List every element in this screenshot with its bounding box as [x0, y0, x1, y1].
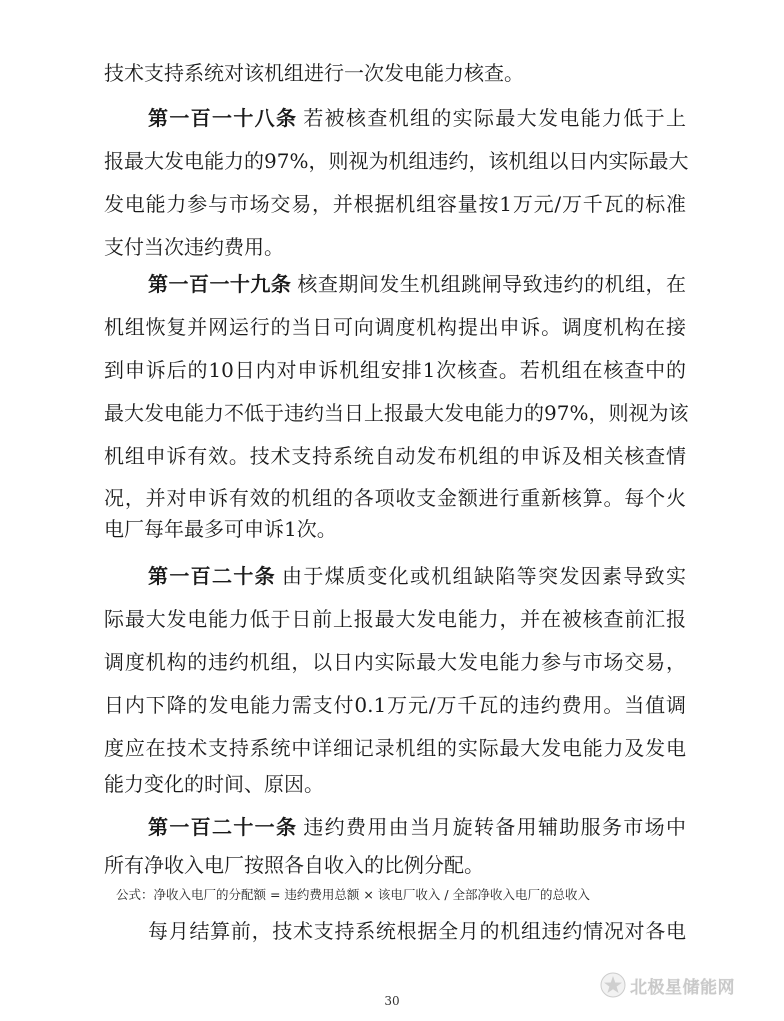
page-number: 30: [384, 994, 400, 1008]
text-line: 电厂每年最多可申诉1次。: [104, 517, 337, 541]
text-fragment: 若被核查机组的实际: [303, 106, 496, 130]
article-heading: 第一百二十一条: [148, 815, 298, 839]
watermark-text: 北极星储能网: [630, 977, 735, 998]
text-line: 最大发电能力不低于违约当日上报最大发电能力的97%，则视为该: [104, 401, 689, 425]
formula-line: 公式：净收入电厂的分配额 = 违约费用总额 × 该电厂收入 / 全部净收入电厂的总收入: [116, 887, 591, 902]
article-119-first-line: [148, 271, 686, 297]
text-fragment: 期间发生机组跳闸导致违约的机组，在: [338, 272, 687, 296]
text-line: 报最大发电能力的97%，则视为机组违约，该机组以日内实际最大: [104, 149, 689, 173]
text-line: 发电能力参与市场交易，并根据机组容量按1万元/万千瓦的标准: [104, 192, 686, 216]
article-heading: 第一百二十条: [148, 564, 276, 588]
text-line: 能力变化的时间、原因。: [104, 772, 324, 796]
text-fragment: 由于煤质变化或机组缺陷等突发因素导致实: [282, 564, 686, 588]
text-line: 支付当次违约费用。: [104, 235, 284, 259]
text-fragment: 违约费用由当月旋转备用辅助服务市场中: [303, 815, 687, 839]
article-121-first-line: [148, 814, 686, 840]
text-line: 度应在技术支持系统中详细记录机组的实际最大发电能力及发电: [104, 736, 686, 760]
watermark: [600, 965, 780, 1005]
text-fragment: 核查: [297, 272, 339, 296]
text-line: 日内下降的发电能力需支付0.1万元/万千瓦的违约费用。当值调: [104, 693, 686, 717]
text-line: 机组申诉有效。技术支持系统自动发布机组的申诉及相关核查情: [104, 444, 686, 468]
text-line: 到申诉后的10日内对申诉机组安排1次核查。若机组在核查中的: [104, 358, 686, 382]
star-logo-icon: [600, 972, 626, 998]
text-line: 际最大发电能力低于日前上报最大发电能力，并在被核查前汇报: [104, 607, 686, 631]
text-line: 况，并对申诉有效的机组的各项收支金额进行重新核算。每个火: [104, 486, 686, 510]
text-line: 调度机构的违约机组，以日内实际最大发电能力参与市场交易，: [104, 650, 686, 674]
article-120-first-line: [148, 563, 686, 589]
text-line: 每月结算前，技术支持系统根据全月的机组违约情况对各电: [148, 919, 686, 943]
text-line: 技术支持系统对该机组进行一次发电能力核查。: [104, 61, 524, 85]
text-line: 所有净收入电厂按照各自收入的比例分配。: [104, 853, 484, 877]
article-heading: 第一百一十九条: [148, 272, 292, 296]
text-fragment: 最大发电能力低于上: [495, 106, 687, 130]
article-heading: 第一百一十八条: [148, 106, 298, 130]
text-line: 机组恢复并网运行的当日可向调度机构提出申诉。调度机构在接: [104, 315, 686, 339]
article-118-first-line: [148, 105, 686, 131]
